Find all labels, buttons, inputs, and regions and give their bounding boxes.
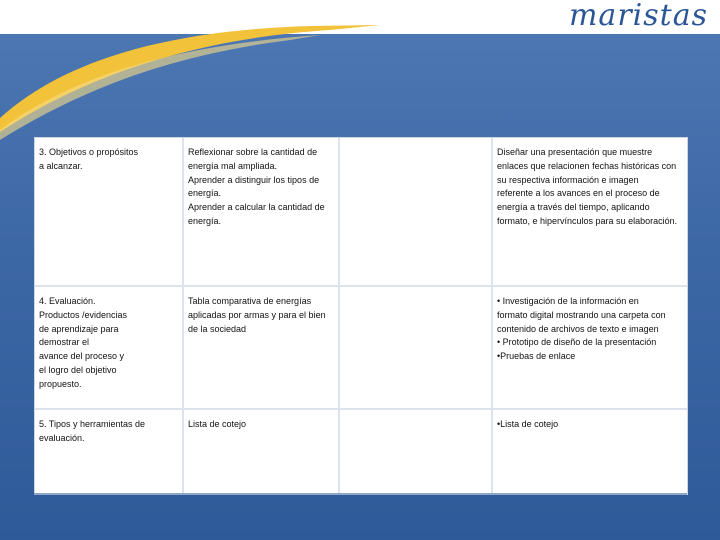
table-cell: Reflexionar sobre la cantidad de energía mal ampliada. Aprender a distinguir los tipos de energía. Aprender a calcular la cantidad de energía. [184,138,339,285]
criterion-cell: 3. Objetivos o propósitos a alcanzar. [35,138,183,285]
row-divider [35,408,687,410]
empty-cell [340,410,492,494]
empty-cell [340,138,492,285]
column-divider [491,138,493,494]
table-cell: Diseñar una presentación que muestre enlaces que relacionen fechas históricas con su respectiva información e imagen referente a los avances en el proceso de energía a través del tiempo, aplicando formato, e hipervínculos para su elaboración. [493,138,687,285]
table-cell: Lista de cotejo [184,410,339,494]
empty-cell [340,287,492,408]
table-bottom-edge [34,493,687,495]
table-row [35,287,687,408]
table-cell: • Investigación de la información en formato digital mostrando una carpeta con contenido de archivos de texto e imagen • Prototipo de diseño de la presentación •Pruebas de enlace [493,287,687,408]
table-row [35,138,687,285]
table-row [35,410,687,494]
column-divider [182,138,184,494]
criterion-cell: 4. Evaluación. Productos /evidencias de aprendizaje para demostrar el avance del proceso y el logro del objetivo propuesto. [35,287,183,408]
objectives-table [34,137,688,495]
column-divider [338,138,340,494]
criterion-cell: 5. Tipos y herramientas de evaluación. [35,410,183,494]
table-cell: Tabla comparativa de energías aplicadas por armas y para el bien de la sociedad [184,287,339,408]
table-cell: •Lista de cotejo [493,410,687,494]
maristas-logo: maristas [568,0,708,33]
row-divider [35,285,687,287]
